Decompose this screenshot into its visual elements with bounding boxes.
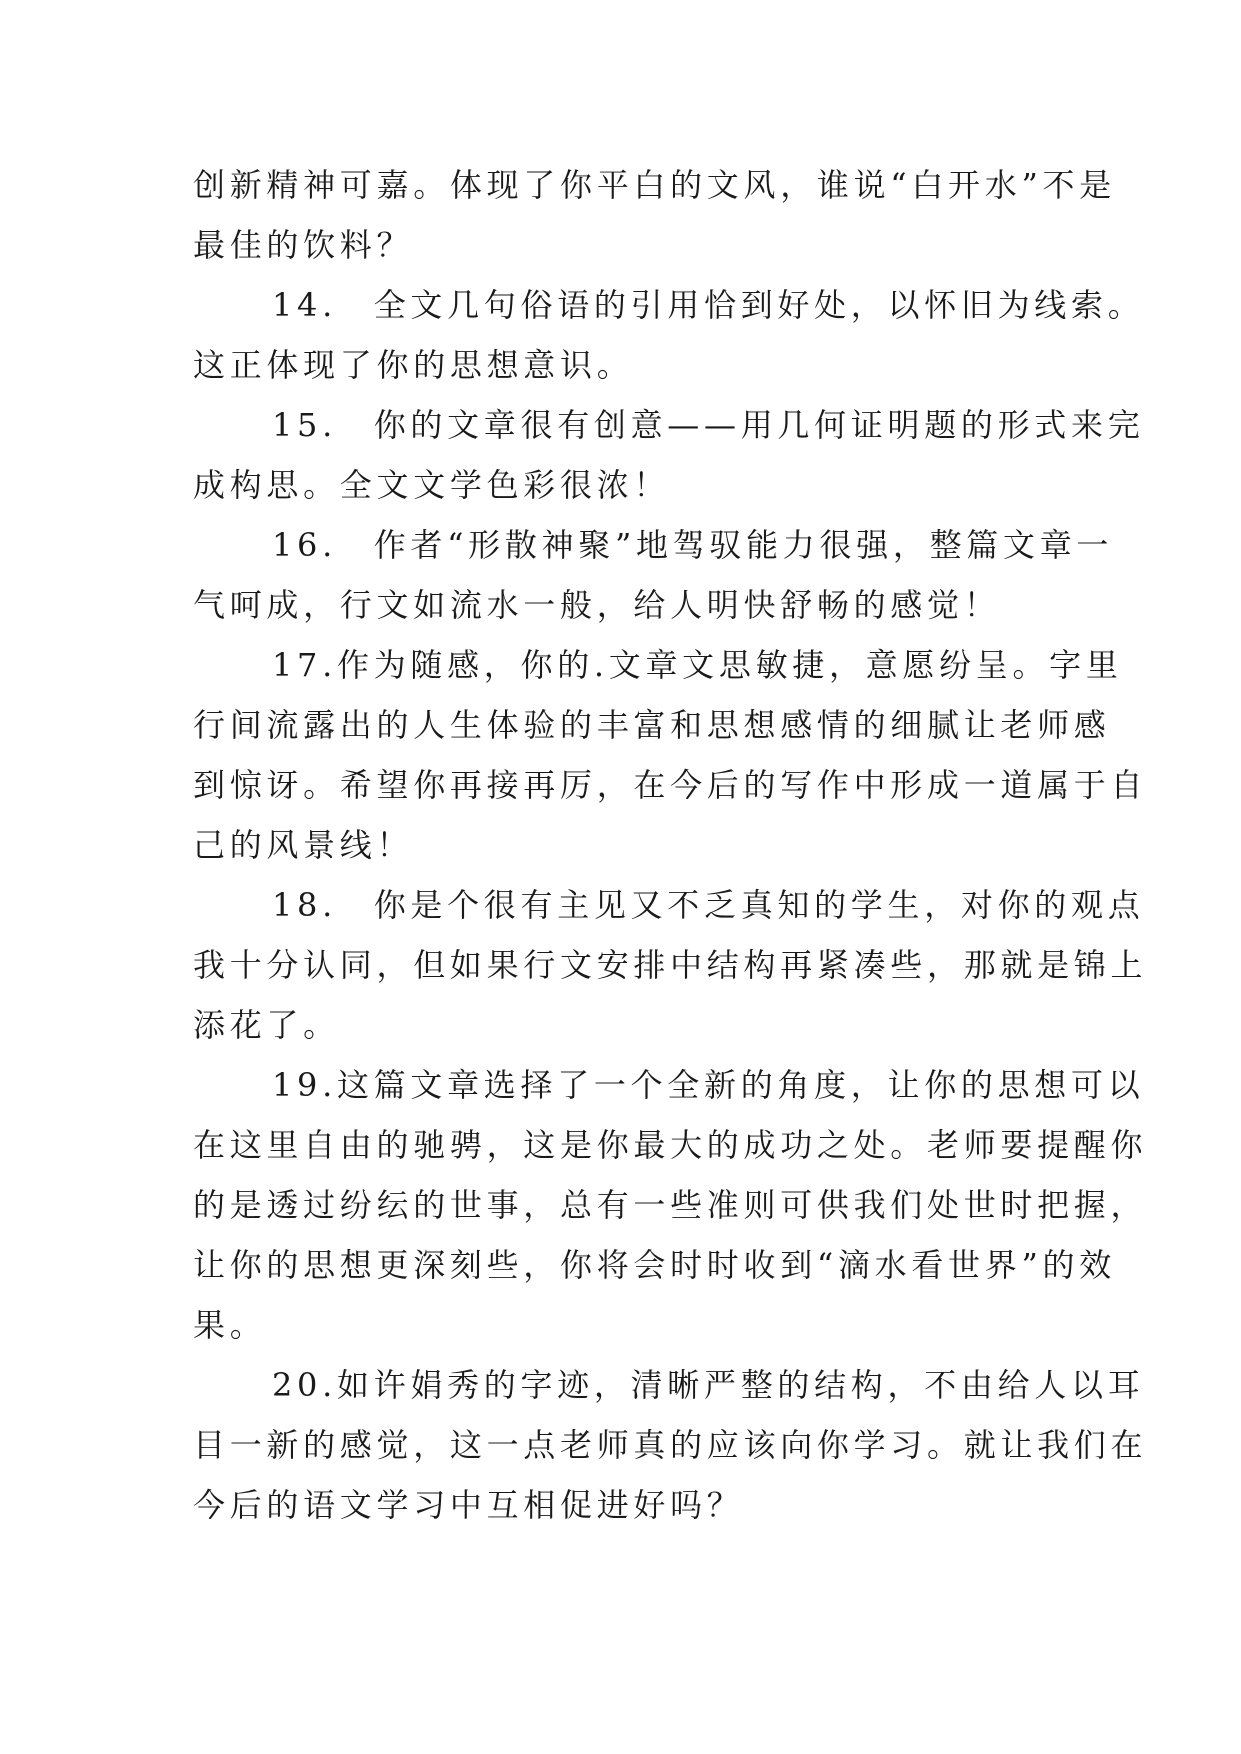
text-line: 行间流露出的人生体验的丰富和思想感情的细腻让老师感 bbox=[193, 706, 1111, 744]
text-line: 在这里自由的驰骋，这是你最大的成功之处。老师要提醒你 bbox=[193, 1126, 1148, 1164]
text-line: 到惊讶。希望你再接再厉，在今后的写作中形成一道属于自 bbox=[193, 766, 1148, 804]
comment-16: 16. 作者“形散神聚”地驾驭能力很强，整篇文章一 bbox=[272, 526, 1114, 564]
comment-20: 20.如许娟秀的字迹，清晰严整的结构，不由给人以耳 bbox=[272, 1366, 1145, 1404]
document-page bbox=[193, 155, 1148, 1535]
text-line: 我十分认同，但如果行文安排中结构再紧凑些，那就是锦上 bbox=[193, 946, 1148, 984]
comment-15: 15. 你的文章很有创意——用几何证明题的形式来完 bbox=[272, 406, 1145, 444]
comment-14: 14. 全文几句俗语的引用恰到好处，以怀旧为线索。 bbox=[272, 286, 1145, 324]
comment-17: 17.作为随感，你的.文章文思敏捷，意愿纷呈。字里 bbox=[272, 646, 1123, 684]
text-line: 的是透过纷纭的世事，总有一些准则可供我们处世时把握， bbox=[193, 1186, 1148, 1224]
text-line: 这正体现了你的思想意识。 bbox=[193, 346, 634, 384]
text-line: 成构思。全文文学色彩很浓！ bbox=[193, 466, 671, 504]
text-line: 果。 bbox=[193, 1306, 267, 1344]
comment-19: 19.这篇文章选择了一个全新的角度，让你的思想可以 bbox=[272, 1066, 1145, 1104]
comment-18: 18. 你是个很有主见又不乏真知的学生，对你的观点 bbox=[272, 886, 1145, 924]
text-line: 今后的语文学习中互相促进好吗？ bbox=[193, 1486, 744, 1524]
text-line: 己的风景线！ bbox=[193, 826, 414, 864]
text-line: 让你的思想更深刻些，你将会时时收到“滴水看世界”的效 bbox=[193, 1246, 1116, 1284]
text-line: 最佳的饮料？ bbox=[193, 226, 414, 264]
text-line: 气呵成，行文如流水一般，给人明快舒畅的感觉！ bbox=[193, 586, 1001, 624]
text-line: 添花了。 bbox=[193, 1006, 340, 1044]
text-line: 创新精神可嘉。体现了你平白的文风，谁说“白开水”不是 bbox=[193, 166, 1116, 204]
text-line: 目一新的感觉，这一点老师真的应该向你学习。就让我们在 bbox=[193, 1426, 1148, 1464]
